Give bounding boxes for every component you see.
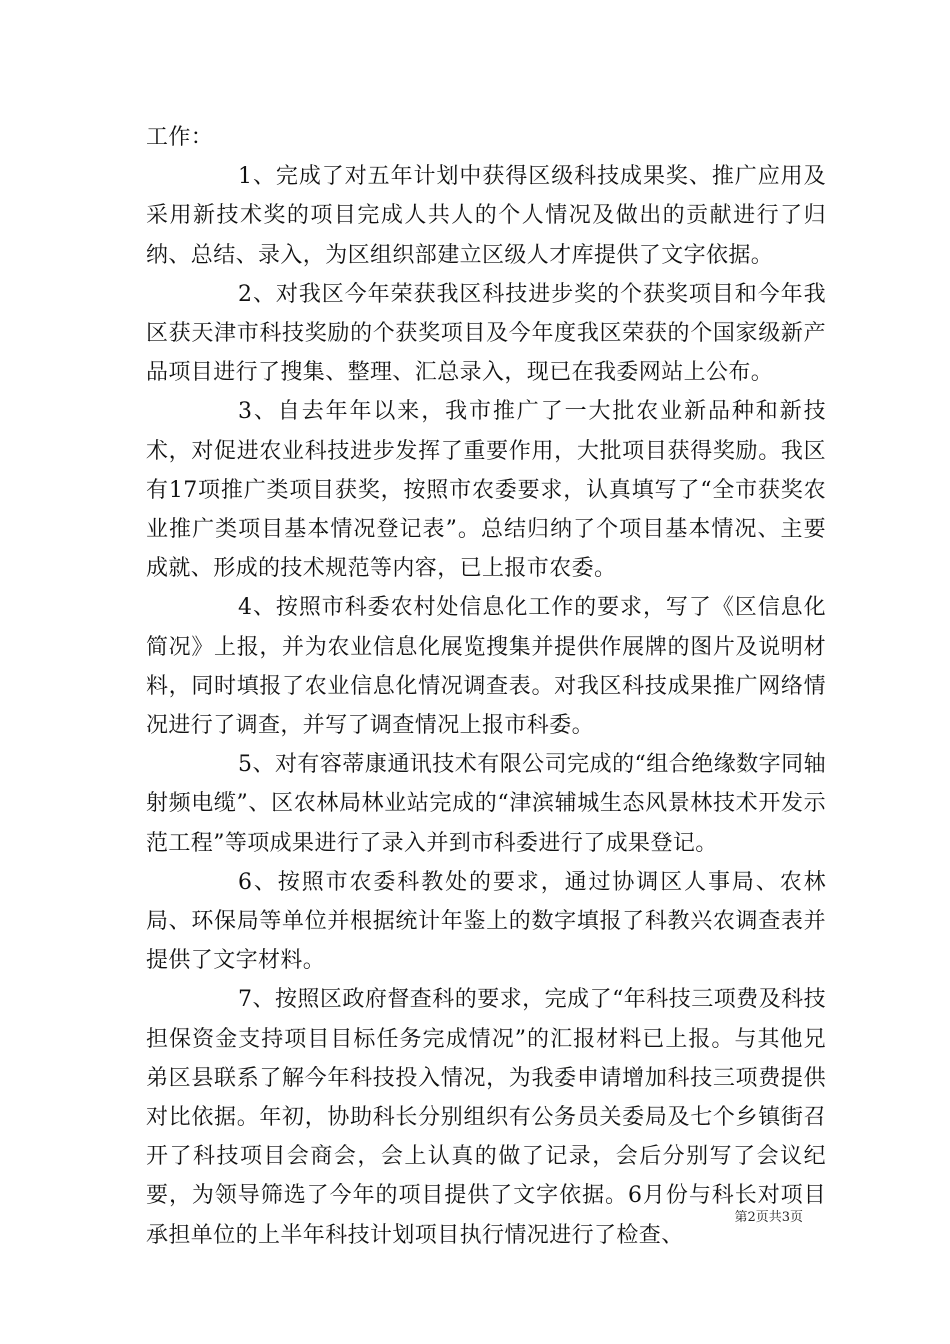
document-body [146, 118, 826, 1255]
paragraph-1: 1、完成了对五年计划中获得区级科技成果奖、推广应用及采用新技术奖的项目完成人共人的个人情况及做出的贡献进行了归纳、总结、录入，为区组织部建立区级人才库提供了文字依据。 [146, 164, 826, 268]
paragraph-3: 3、自去年年以来，我市推广了一大批农业新品种和新技术，对促进农业科技进步发挥了重要作用，大批项目获得奖励。我区有17项推广类项目获奖，按照市农委要求，认真填写了“全市获奖农业推广类项目基本情况登记表”。总结归纳了个项目基本情况、主要成就、形成的技术规范等内容，已上报市农委。 [146, 399, 826, 582]
paragraph-6: 6、按照市农委科教处的要求，通过协调区人事局、农林局、环保局等单位并根据统计年鉴上的数字填报了科教兴农调查表并提供了文字材料。 [146, 869, 826, 974]
paragraph-5: 5、对有容蒂康通讯技术有限公司完成的“组合绝缘数字同轴射频电缆”、区农林局林业站完成的“津滨辅城生态风景林技术开发示范工程”等项成果进行了录入并到市科委进行了成果登记。 [146, 752, 826, 856]
lead-in-text: 工作： [146, 125, 214, 150]
paragraph-4: 4、按照市科委农村处信息化工作的要求，写了《区信息化简况》上报，并为农业信息化展览搜集并提供作展牌的图片及说明材料，同时填报了农业信息化情况调查表。对我区科技成果推广网络情况进行了调查，并写了调查情况上报市科委。 [146, 595, 826, 739]
paragraph-7: 7、按照区政府督查科的要求，完成了“年科技三项费及科技担保资金支持项目目标任务完成情况”的汇报材料已上报。与其他兄弟区县联系了解今年科技投入情况，为我委申请增加科技三项费提供对比依据。年初，协助科长分别组织有公务员关委局及七个乡镇街召开了科技项目会商会，会上认真的做了记录，会后分别写了会议纪要，为领导筛选了今年的项目提供了文字依据。6月份与科长对项目承担单位的上半年科技计划项目执行情况进行了检查、 [146, 987, 826, 1248]
paragraph-2: 2、对我区今年荣获我区科技进步奖的个获奖项目和今年我区获天津市科技奖励的个获奖项目及今年度我区荣获的个国家级新产品项目进行了搜集、整理、汇总录入，现已在我委网站上公布。 [146, 281, 826, 386]
page-number: 第2页共3页 [734, 1210, 803, 1225]
